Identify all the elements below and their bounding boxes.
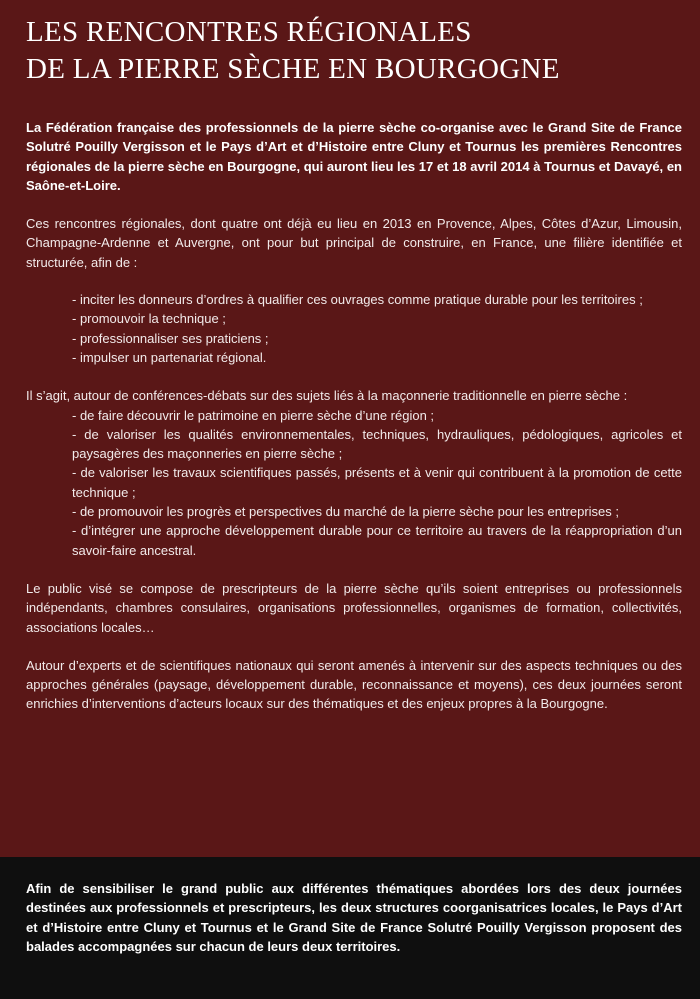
lead-paragraph: La Fédération française des professionnels de la pierre sèche co-organise avec le Grand Site de France Solutré Pouilly Vergisson et le Pays d’Art et d’Histoire entre Cluny et Tournus les premières Rencontres régionales de la pierre sèche en Bourgogne, qui auront lieu les 17 et 18 avril 2014 à Tournus et Davayé, en Saône-et-Loire. <box>26 120 682 193</box>
experts-paragraph: Autour d’experts et de scientifiques nationaux qui seront amenés à intervenir sur des aspects techniques ou des approches générales (paysage, développement durable, reconnaissance et moyens), ces deux journées seront enrichies d’interventions d’acteurs locaux sur des thématiques et des enjeux propres à la Bourgogne. <box>26 657 682 712</box>
intro-paragraph: Ces rencontres régionales, dont quatre ont déjà eu lieu en 2013 en Provence, Alpes, Côtes d’Azur, Limousin, Champagne-Ardenne et Auvergne, ont pour but principal de construire, en France, une filière identifiée et structurée, afin de : <box>26 216 682 270</box>
approach-list <box>26 406 682 560</box>
list-item: - de valoriser les travaux scientifiques passés, présents et à venir qui contribuent à la promotion de cette technique ; <box>72 465 682 500</box>
list-item: - de promouvoir les progrès et perspectives du marché de la pierre sèche pour les entreprises ; <box>72 504 619 520</box>
list-item: - de faire découvrir le patrimoine en pierre sèche d’une région ; <box>72 407 435 423</box>
approach-intro: Il s’agit, autour de conférences-débats sur des sujets liés à la maçonnerie traditionnelle en pierre sèche : <box>26 388 628 404</box>
article-body <box>26 118 682 714</box>
title-line-1: LES RENCONTRES RÉGIONALES <box>26 16 472 48</box>
audience-paragraph: Le public visé se compose de prescripteurs de la pierre sèche qu’ils soient entreprises ou professionnels indépendants, chambres consulaires, organisations professionnelles, organismes de formation, collectivités, associations locales… <box>26 580 682 635</box>
list-item: - professionnaliser ses praticiens ; <box>72 330 269 346</box>
title-line-2: DE LA PIERRE SÈCHE EN BOURGOGNE <box>26 53 560 85</box>
list-item: - impulser un partenariat régional. <box>72 349 267 365</box>
list-item: - inciter les donneurs d’ordres à qualifier ces ouvrages comme pratique durable pour les territoires ; <box>72 292 643 308</box>
list-item: - d’intégrer une approche développement durable pour ce territoire au travers de la réappropriation d’un savoir-faire ancestral. <box>72 523 682 558</box>
footer-section <box>0 857 700 999</box>
list-item: - de valoriser les qualités environnementales, techniques, hydrauliques, pédologiques, agricoles et paysagères des maçonneries en pierre sèche ; <box>72 426 682 462</box>
footer-paragraph: Afin de sensibiliser le grand public aux différentes thématiques abordées lors des deux journées destinées aux professionnels et prescripteurs, les deux structures coorganisatrices locales, le Pays d’Art et d’Histoire entre Cluny et Tournus et le Grand Site de France Solutré Pouilly Vergisson proposent des balades accompagnées sur chacun de leurs deux territoires. <box>26 881 682 954</box>
goals-list <box>26 290 682 367</box>
list-item: - promouvoir la technique ; <box>72 311 226 327</box>
page-title <box>26 14 686 88</box>
